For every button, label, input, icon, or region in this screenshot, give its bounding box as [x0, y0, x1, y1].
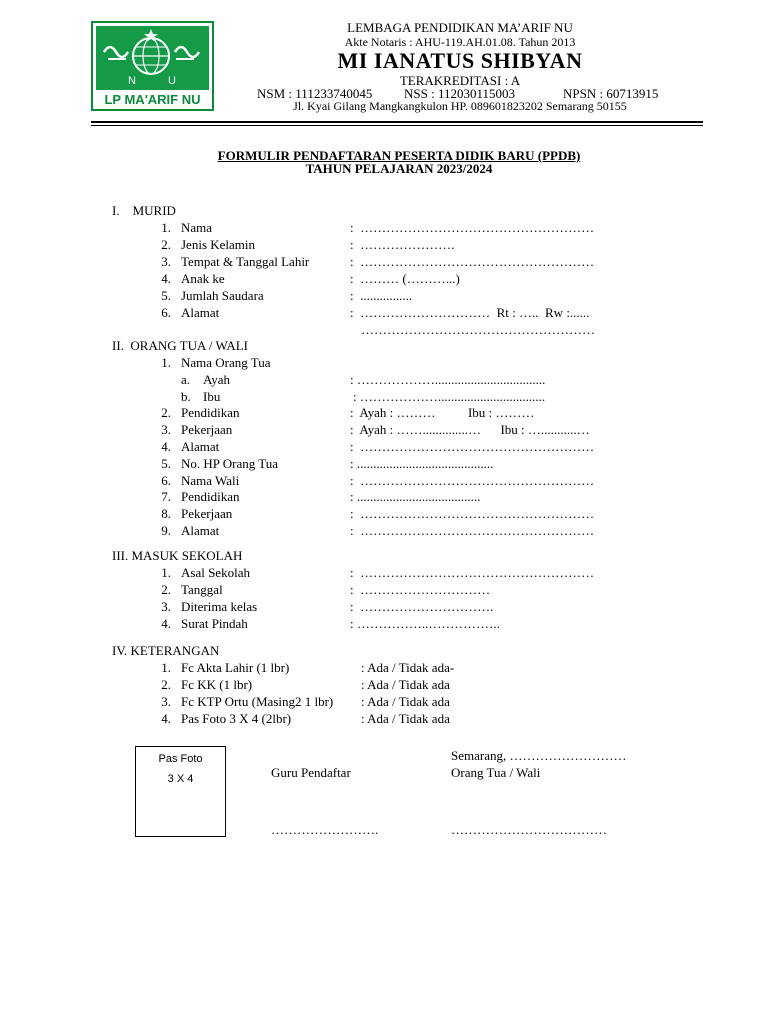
- field-label-alamat: Alamat: [181, 305, 220, 320]
- field-label-jenis-kelamin: Jenis Kelamin: [181, 237, 256, 252]
- field-blank-diterima-kelas[interactable]: : ………………………….: [350, 599, 494, 614]
- field-label-nama-orang-tua: Nama Orang Tua: [181, 355, 271, 370]
- item-number: 3.: [161, 599, 171, 614]
- field-label-pekerjaan-wali: Pekerjaan: [181, 506, 233, 521]
- pas-foto-box: [135, 746, 226, 837]
- field-blank-surat-pindah[interactable]: : ……………..……………..: [350, 616, 500, 631]
- field-label-surat-pindah: Surat Pindah: [181, 616, 248, 631]
- item-number: 6.: [161, 473, 171, 488]
- field-blank-jumlah-saudara[interactable]: : ................: [350, 288, 413, 303]
- field-blank-pekerjaan[interactable]: : Ayah : ……..............… Ibu : …...........…: [350, 422, 590, 437]
- item-number: 4.: [161, 271, 171, 286]
- item-number: 1.: [161, 660, 171, 675]
- item-number: 9.: [161, 523, 171, 538]
- item-number: 5.: [161, 288, 171, 303]
- field-label-tanggal: Tanggal: [181, 582, 223, 597]
- guru-pendaftar-label: Guru Pendaftar: [271, 765, 351, 780]
- akte-notaris: Akte Notaris : AHU-119.AH.01.08. Tahun 2013: [344, 35, 576, 49]
- field-label-ttl: Tempat & Tanggal Lahir: [181, 254, 310, 269]
- header-rule-thick: [91, 121, 703, 123]
- item-number: 3.: [161, 422, 171, 437]
- field-label-pekerjaan: Pekerjaan: [181, 422, 233, 437]
- accreditation: TERAKREDITASI : A: [399, 73, 521, 88]
- photo-size: 3 X 4: [167, 773, 194, 785]
- logo-letter-u: U: [168, 75, 176, 87]
- item-number: 7.: [161, 489, 171, 504]
- field-blank-ttl[interactable]: : ………………………………………………: [350, 254, 595, 269]
- section-orang-tua-heading: II. ORANG TUA / WALI: [112, 338, 249, 353]
- field-blank-no-hp[interactable]: : ..........................................: [350, 456, 494, 471]
- item-number: 2.: [161, 677, 171, 692]
- logo-emblem: [96, 26, 209, 90]
- field-label-asal-sekolah: Asal Sekolah: [181, 565, 250, 580]
- field-blank-nama[interactable]: : ………………………………………………: [350, 220, 595, 235]
- doc-status-akta-lahir[interactable]: : Ada / Tidak ada-: [361, 660, 455, 675]
- section-masuk-sekolah-heading: III. MASUK SEKOLAH: [112, 548, 243, 563]
- doc-label-pas-foto: Pas Foto 3 X 4 (2lbr): [181, 711, 292, 726]
- school-name: MI IANATUS SHIBYAN: [337, 48, 583, 73]
- doc-status-ktp-ortu[interactable]: : Ada / Tidak ada: [361, 694, 450, 709]
- place-date[interactable]: Semarang, ………………………: [451, 748, 627, 763]
- item-number: 1.: [161, 355, 171, 370]
- npsn: NPSN : 60713915: [563, 86, 659, 101]
- field-blank-alamat[interactable]: : ………………………… Rt : ….. Rw :......: [350, 305, 590, 320]
- item-number: 3.: [161, 254, 171, 269]
- doc-label-kk: Fc KK (1 lbr): [181, 677, 253, 692]
- field-blank-nama-wali[interactable]: : ………………………………………………: [350, 473, 595, 488]
- lp-maarif-nu-logo: [91, 21, 214, 111]
- guru-signature-line[interactable]: …………………….: [271, 822, 379, 837]
- doc-status-pas-foto[interactable]: : Ada / Tidak ada: [361, 711, 450, 726]
- ortu-signature-line[interactable]: ………………………………: [451, 822, 607, 837]
- item-number: 1.: [161, 220, 171, 235]
- field-blank-alamat-wali[interactable]: : ………………………………………………: [350, 523, 595, 538]
- field-blank-anak-ke[interactable]: : ……… (………...): [350, 271, 460, 286]
- field-label-jumlah-saudara: Jumlah Saudara: [181, 288, 264, 303]
- field-blank-ibu[interactable]: : ……………….................................: [353, 389, 546, 404]
- field-label-no-hp: No. HP Orang Tua: [181, 456, 279, 471]
- field-label-diterima-kelas: Diterima kelas: [181, 599, 258, 614]
- item-number: 3.: [161, 694, 171, 709]
- logo-letter-n: N: [128, 75, 136, 87]
- nss: NSS : 112030115003: [404, 86, 515, 101]
- nsm: NSM : 111233740045: [257, 86, 373, 101]
- field-blank-pendidikan-wali[interactable]: : ......................................: [350, 489, 481, 504]
- sub-item-letter: b.: [181, 389, 191, 404]
- globe-star-icon: [96, 26, 207, 90]
- doc-label-ktp-ortu: Fc KTP Ortu (Masing2 1 lbr): [181, 694, 334, 709]
- field-label-nama-wali: Nama Wali: [181, 473, 240, 488]
- doc-label-akta-lahir: Fc Akta Lahir (1 lbr): [181, 660, 290, 675]
- field-label-nama: Nama: [181, 220, 213, 235]
- field-label-alamat-wali: Alamat: [181, 523, 220, 538]
- form-year: TAHUN PELAJARAN 2023/2024: [305, 161, 493, 176]
- field-label-pendidikan: Pendidikan: [181, 405, 240, 420]
- field-blank-pendidikan[interactable]: : Ayah : ……… Ibu : ………: [350, 405, 535, 420]
- field-label-ayah: Ayah: [203, 372, 230, 387]
- field-label-ibu: Ibu: [203, 389, 221, 404]
- doc-status-kk[interactable]: : Ada / Tidak ada: [361, 677, 450, 692]
- item-number: 2.: [161, 405, 171, 420]
- field-label-anak-ke: Anak ke: [181, 271, 225, 286]
- item-number: 2.: [161, 237, 171, 252]
- field-label-alamat-ortu: Alamat: [181, 439, 220, 454]
- logo-text: LP MA'ARIF NU: [104, 92, 201, 107]
- field-blank-ayah[interactable]: : ………………..................................: [350, 372, 546, 387]
- item-number: 6.: [161, 305, 171, 320]
- institution-name: LEMBAGA PENDIDIKAN MA’ARIF NU: [347, 20, 573, 35]
- item-number: 8.: [161, 506, 171, 521]
- photo-label: Pas Foto: [158, 753, 203, 765]
- header-rule-thin: [91, 125, 703, 126]
- item-number: 4.: [161, 439, 171, 454]
- section-keterangan-heading: IV. KETERANGAN: [112, 643, 220, 658]
- item-number: 4.: [161, 616, 171, 631]
- field-blank-tanggal[interactable]: : …………………………: [350, 582, 491, 597]
- school-address: Jl. Kyai Gilang Mangkangkulon HP. 089601823202 Semarang 50155: [293, 99, 627, 113]
- field-label-pendidikan-wali: Pendidikan: [181, 489, 240, 504]
- item-number: 4.: [161, 711, 171, 726]
- item-number: 1.: [161, 565, 171, 580]
- item-number: 2.: [161, 582, 171, 597]
- field-blank-pekerjaan-wali[interactable]: : ………………………………………………: [350, 506, 595, 521]
- form-title: FORMULIR PENDAFTARAN PESERTA DIDIK BARU (PPDB): [217, 148, 581, 163]
- field-blank-alamat-ortu[interactable]: : ………………………………………………: [350, 439, 595, 454]
- field-blank-asal-sekolah[interactable]: : ………………………………………………: [350, 565, 595, 580]
- orang-tua-wali-label: Orang Tua / Wali: [451, 765, 541, 780]
- section-murid-heading: I. MURID: [112, 203, 176, 218]
- field-blank-jenis-kelamin[interactable]: : ………………….: [350, 237, 455, 252]
- field-blank-alamat-continued[interactable]: ………………………………………………: [361, 322, 595, 337]
- sub-item-letter: a.: [181, 372, 191, 387]
- item-number: 5.: [161, 456, 171, 471]
